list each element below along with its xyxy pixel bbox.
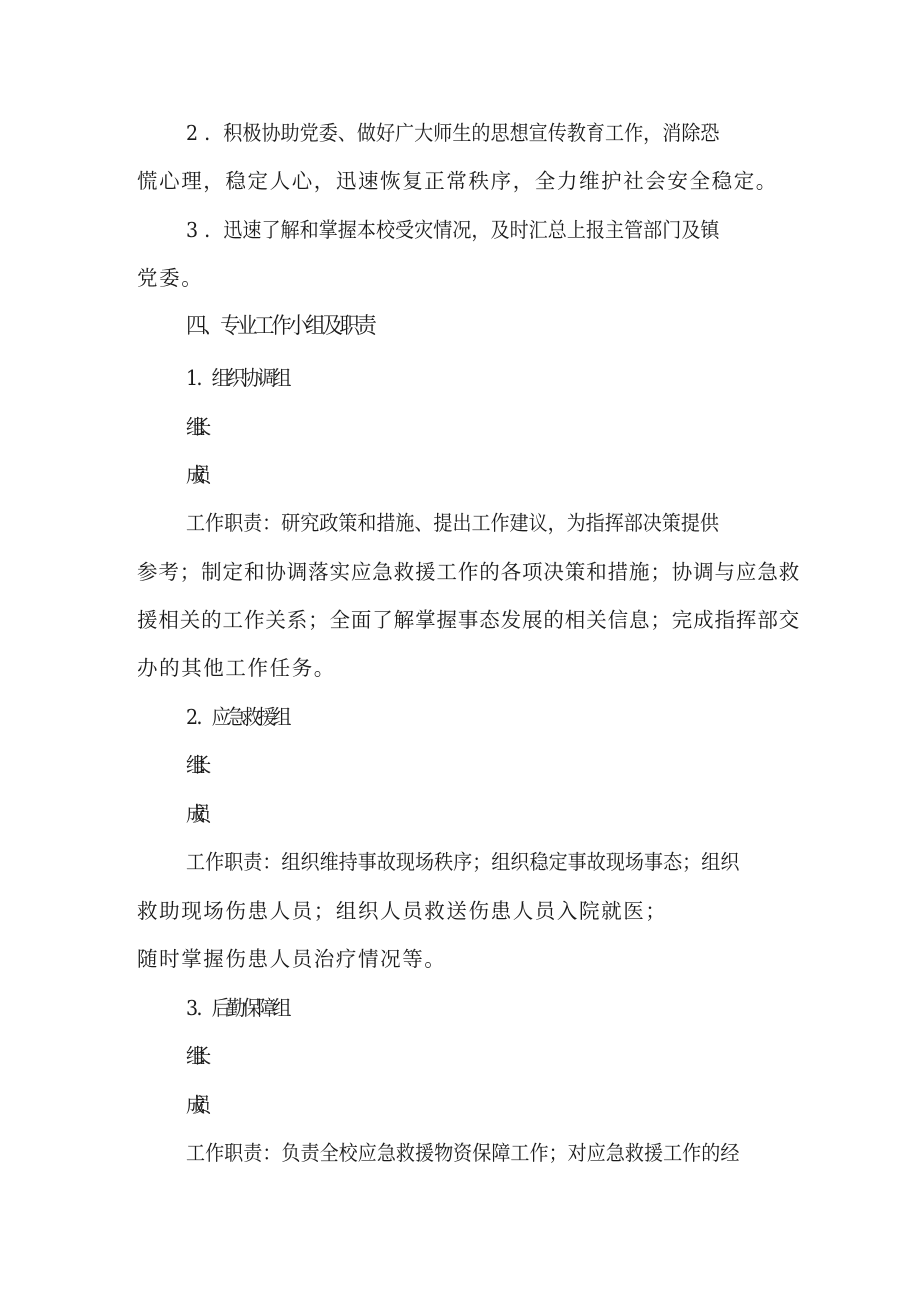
group-leader-label: 组长： xyxy=(186,753,205,777)
group-title-logistics: 3 ．后勤保障组 xyxy=(186,996,288,1020)
duties-coordination-line-3: 援相关的工作关系；全面了解掌握事态发展的相关信息；完成指挥部交 xyxy=(137,608,801,632)
group-members-label: 成员： xyxy=(186,802,205,826)
duties-rescue-line-3: 随时掌握伤患人员治疗情况等。 xyxy=(137,947,447,971)
duties-coordination-line-4: 办的其他工作任务。 xyxy=(137,656,336,680)
duties-rescue-line-2: 救助现场伤患人员；组织人员救送伤患人员入院就医； xyxy=(137,899,668,923)
group-title-coordination: 1 ．组织协调组 xyxy=(186,366,288,390)
paragraph-item-3-line-2: 党委。 xyxy=(137,266,204,290)
duties-coordination-line-2: 参考；制定和协调落实应急救援工作的各项决策和措施；协调与应急救 xyxy=(137,560,801,584)
paragraph-item-2-line-2: 慌心理，稳定人心，迅速恢复正常秩序，全力维护社会安全稳定。 xyxy=(137,169,778,193)
group-leader-label: 组长： xyxy=(186,415,205,439)
duties-rescue-line-1: 工作职责：组织维持事故现场秩序；组织稳定事故现场事态；组织 xyxy=(186,850,740,874)
paragraph-item-2-line-1: 2 ．积极协助党委、做好广大师生的思想宣传教育工作，消除恐 xyxy=(186,121,720,145)
duties-logistics-line-1: 工作职责：负责全校应急救援物资保障工作；对应急救援工作的经 xyxy=(186,1141,740,1165)
group-members-label: 成员： xyxy=(186,1093,205,1117)
duties-coordination-line-1: 工作职责：研究政策和措施、提出工作建议，为指挥部决策提供 xyxy=(186,511,719,535)
group-leader-label: 组长： xyxy=(186,1044,205,1068)
group-members-label: 成员： xyxy=(186,463,205,487)
section-heading: 四、专业工作小组及职责 xyxy=(186,314,374,339)
group-title-rescue: 2 ．应急救援组 xyxy=(186,705,288,729)
paragraph-item-3-line-1: 3 ．迅速了解和掌握本校受灾情况，及时汇总上报主管部门及镇 xyxy=(186,218,720,242)
